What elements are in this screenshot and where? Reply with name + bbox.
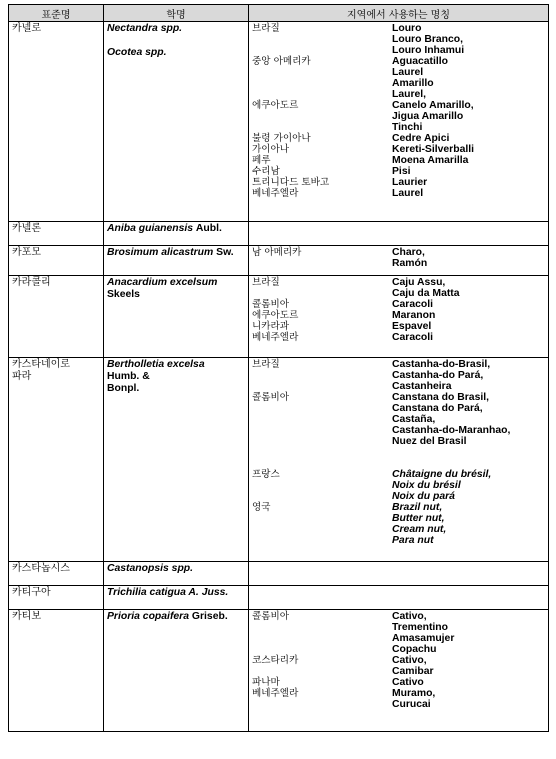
region-name: 영국	[252, 502, 271, 513]
local-name: Laurel	[392, 67, 424, 78]
region-name	[252, 78, 392, 89]
region-name	[252, 223, 392, 234]
local-name: Butter nut,	[392, 513, 445, 524]
region-name: 베네주엘라	[252, 688, 299, 699]
region-name: 에쿠아도르	[252, 310, 299, 321]
region-name	[252, 436, 392, 447]
region-name: 콜롬비아	[252, 611, 290, 622]
region-name: 가이아나	[252, 144, 290, 155]
region-name	[252, 524, 392, 535]
scientific-genus: Trichilia catigua A. Juss.	[107, 587, 229, 598]
scientific-name-line	[107, 35, 245, 47]
standard-name-cell	[9, 610, 104, 732]
table-row	[9, 22, 549, 222]
local-name: Laurier	[392, 177, 428, 188]
scientific-author: Skeels	[107, 289, 140, 300]
local-name: Charo,	[392, 247, 425, 258]
standard-name-cell	[9, 22, 104, 222]
header-standard-name: 표준명	[9, 5, 104, 22]
local-name	[392, 447, 545, 458]
table-row	[9, 246, 549, 276]
table-header-row	[9, 5, 549, 22]
local-names-cell	[249, 586, 549, 610]
region-name	[252, 288, 392, 299]
local-name: Castaña,	[392, 414, 436, 425]
scientific-genus: Anacardium excelsum	[107, 277, 218, 288]
local-name: Muramo,	[392, 688, 436, 699]
region-name: 베네주엘라	[252, 332, 299, 343]
region-name: 니카라과	[252, 321, 290, 332]
region-name	[252, 89, 392, 100]
region-name	[252, 480, 392, 491]
scientific-name-cell	[104, 222, 249, 246]
standard-name: 카넬론	[12, 223, 41, 234]
region-name	[252, 122, 392, 133]
local-name: Aguacatillo	[392, 56, 449, 67]
region-name	[252, 414, 392, 425]
local-name: Châtaigne du brésil,	[392, 469, 492, 480]
local-names-cell	[249, 276, 549, 358]
local-name: Curucai	[392, 699, 431, 710]
scientific-name-line	[107, 277, 245, 289]
region-name: 콜롬비아	[252, 392, 290, 403]
header-scientific-name: 학명	[104, 5, 249, 22]
local-name: Espavel	[392, 321, 432, 332]
local-name: Pisi	[392, 166, 411, 177]
local-name: Moena Amarilla	[392, 155, 469, 166]
table-body	[9, 22, 549, 732]
local-name: Castanha-do Pará,	[392, 370, 484, 381]
region-name	[252, 403, 392, 414]
region-name: 베네주엘라	[252, 188, 299, 199]
scientific-author: Sw.	[216, 247, 234, 258]
local-name: Castanha-do-Brasil,	[392, 359, 491, 370]
local-name: Amasamujer	[392, 633, 455, 644]
region-name	[252, 699, 392, 710]
local-name: Jigua Amarillo	[392, 111, 464, 122]
local-name: Para nut	[392, 535, 434, 546]
wood-names-table	[8, 4, 549, 732]
scientific-name-line	[107, 289, 245, 301]
local-name: Cativo,	[392, 655, 427, 666]
region-name	[252, 370, 392, 381]
local-name: Cream nut,	[392, 524, 447, 535]
local-name: Caju Assu,	[392, 277, 446, 288]
local-name: Noix du pará	[392, 491, 455, 502]
region-name	[252, 425, 392, 436]
table-row	[9, 562, 549, 586]
scientific-genus: Castanopsis spp.	[107, 563, 194, 574]
scientific-name-cell	[104, 22, 249, 222]
region-name	[252, 622, 392, 633]
scientific-author: Aubl.	[195, 223, 222, 234]
scientific-name-line	[107, 23, 245, 35]
scientific-genus: Prioria copaifera	[107, 611, 190, 622]
scientific-genus: Brosimum alicastrum	[107, 247, 214, 258]
region-name	[252, 458, 392, 469]
region-name: 브라질	[252, 359, 280, 370]
region-name: 트리니다드 토바고	[252, 177, 330, 188]
scientific-author: Bonpl.	[107, 383, 140, 394]
region-name: 페루	[252, 155, 271, 166]
region-name: 에쿠아도르	[252, 100, 299, 111]
scientific-genus: Bertholletia excelsa	[107, 359, 205, 370]
region-name	[252, 381, 392, 392]
scientific-name-line	[107, 223, 245, 235]
region-name	[252, 535, 392, 546]
local-name: Louro	[392, 23, 422, 34]
region-name	[252, 633, 392, 644]
region-name	[252, 644, 392, 655]
region-name: 불령 가이아나	[252, 133, 311, 144]
scientific-name-cell	[104, 562, 249, 586]
region-name: 콜롬비아	[252, 299, 290, 310]
region-name	[252, 258, 392, 269]
local-names-cell	[249, 562, 549, 586]
standard-name: 카스타놉시스	[12, 563, 70, 574]
local-name: Cativo	[392, 677, 424, 688]
local-name: Tinchi	[392, 122, 423, 133]
local-names-cell	[249, 358, 549, 562]
region-name: 중앙 아메리카	[252, 56, 311, 67]
scientific-name-line	[107, 587, 245, 599]
standard-name: 카라콜리	[12, 277, 51, 288]
region-name	[252, 111, 392, 122]
scientific-genus: Aniba guianensis	[107, 223, 194, 234]
region-name: 브라질	[252, 23, 280, 34]
local-name	[392, 587, 545, 598]
standard-name-cell	[9, 246, 104, 276]
region-name	[252, 447, 392, 458]
standard-name: 카티구아	[12, 587, 51, 598]
local-name: Kereti-Silverballi	[392, 144, 475, 155]
local-name: Camibar	[392, 666, 434, 677]
scientific-name-cell	[104, 246, 249, 276]
standard-name-cell	[9, 358, 104, 562]
standard-name-cell	[9, 586, 104, 610]
region-name	[252, 666, 392, 677]
local-name	[392, 458, 545, 469]
local-name	[392, 563, 545, 574]
table-row	[9, 586, 549, 610]
scientific-name-line	[107, 611, 245, 623]
local-name: Castanha-do-Maranhao,	[392, 425, 511, 436]
local-name: Maranon	[392, 310, 436, 321]
scientific-name-line	[107, 371, 245, 383]
local-name: Caju da Matta	[392, 288, 460, 299]
standard-name: 카넬로	[12, 23, 41, 34]
region-name	[252, 67, 392, 78]
local-name: Brazil nut,	[392, 502, 443, 513]
standard-name: 카포모	[12, 247, 41, 258]
local-name: Cedre Apici	[392, 133, 450, 144]
scientific-name-line	[107, 247, 245, 259]
local-name: Canstana do Pará,	[392, 403, 483, 414]
local-name: Nuez del Brasil	[392, 436, 467, 447]
local-name: Laurel,	[392, 89, 427, 100]
local-name: Trementino	[392, 622, 449, 633]
local-name	[392, 223, 545, 234]
region-name	[252, 563, 392, 574]
table-row	[9, 358, 549, 562]
standard-name-cell	[9, 562, 104, 586]
region-name: 수리남	[252, 166, 280, 177]
standard-name: 카스타네이로 파라	[12, 359, 70, 382]
local-names-cell	[249, 222, 549, 246]
local-name: Castanheira	[392, 381, 452, 392]
region-name	[252, 45, 392, 56]
local-name: Ramón	[392, 258, 428, 269]
region-name: 파나마	[252, 677, 280, 688]
standard-name: 카티보	[12, 611, 41, 622]
region-name	[252, 34, 392, 45]
standard-name-cell	[9, 222, 104, 246]
local-name: Laurel	[392, 188, 424, 199]
local-name: Canstana do Brasil,	[392, 392, 490, 403]
scientific-author: Humb. &	[107, 371, 150, 382]
local-name: Caracoli	[392, 299, 434, 310]
region-name	[252, 491, 392, 502]
region-name: 프랑스	[252, 469, 280, 480]
scientific-author: Griseb.	[191, 611, 228, 622]
scientific-name-line	[107, 563, 245, 575]
scientific-name-cell	[104, 586, 249, 610]
region-name	[252, 513, 392, 524]
local-name: Louro Branco,	[392, 34, 464, 45]
header-local-names: 지역에서 사용하는 명칭	[249, 5, 549, 22]
local-name: Canelo Amarillo,	[392, 100, 474, 111]
standard-name-cell	[9, 276, 104, 358]
scientific-name-cell	[104, 610, 249, 732]
scientific-name-cell	[104, 276, 249, 358]
scientific-genus: Nectandra spp.	[107, 23, 183, 34]
scientific-name-cell	[104, 358, 249, 562]
region-name	[252, 587, 392, 598]
local-name: Copachu	[392, 644, 437, 655]
local-name: Cativo,	[392, 611, 427, 622]
local-names-cell	[249, 246, 549, 276]
local-names-cell	[249, 610, 549, 732]
local-name: Caracoli	[392, 332, 434, 343]
scientific-genus: Ocotea spp.	[107, 47, 167, 58]
scientific-name-line	[107, 47, 245, 59]
table-row	[9, 222, 549, 246]
scientific-name-line	[107, 383, 245, 395]
local-names-cell	[249, 22, 549, 222]
scientific-name-line	[107, 359, 245, 371]
region-name: 코스타리카	[252, 655, 299, 666]
region-name: 브라질	[252, 277, 280, 288]
document-page	[8, 4, 548, 732]
local-name: Amarillo	[392, 78, 434, 89]
table-row	[9, 610, 549, 732]
local-name: Louro Inhamui	[392, 45, 465, 56]
local-name: Noix du brésil	[392, 480, 461, 491]
table-row	[9, 276, 549, 358]
region-name: 남 아메리카	[252, 247, 302, 258]
